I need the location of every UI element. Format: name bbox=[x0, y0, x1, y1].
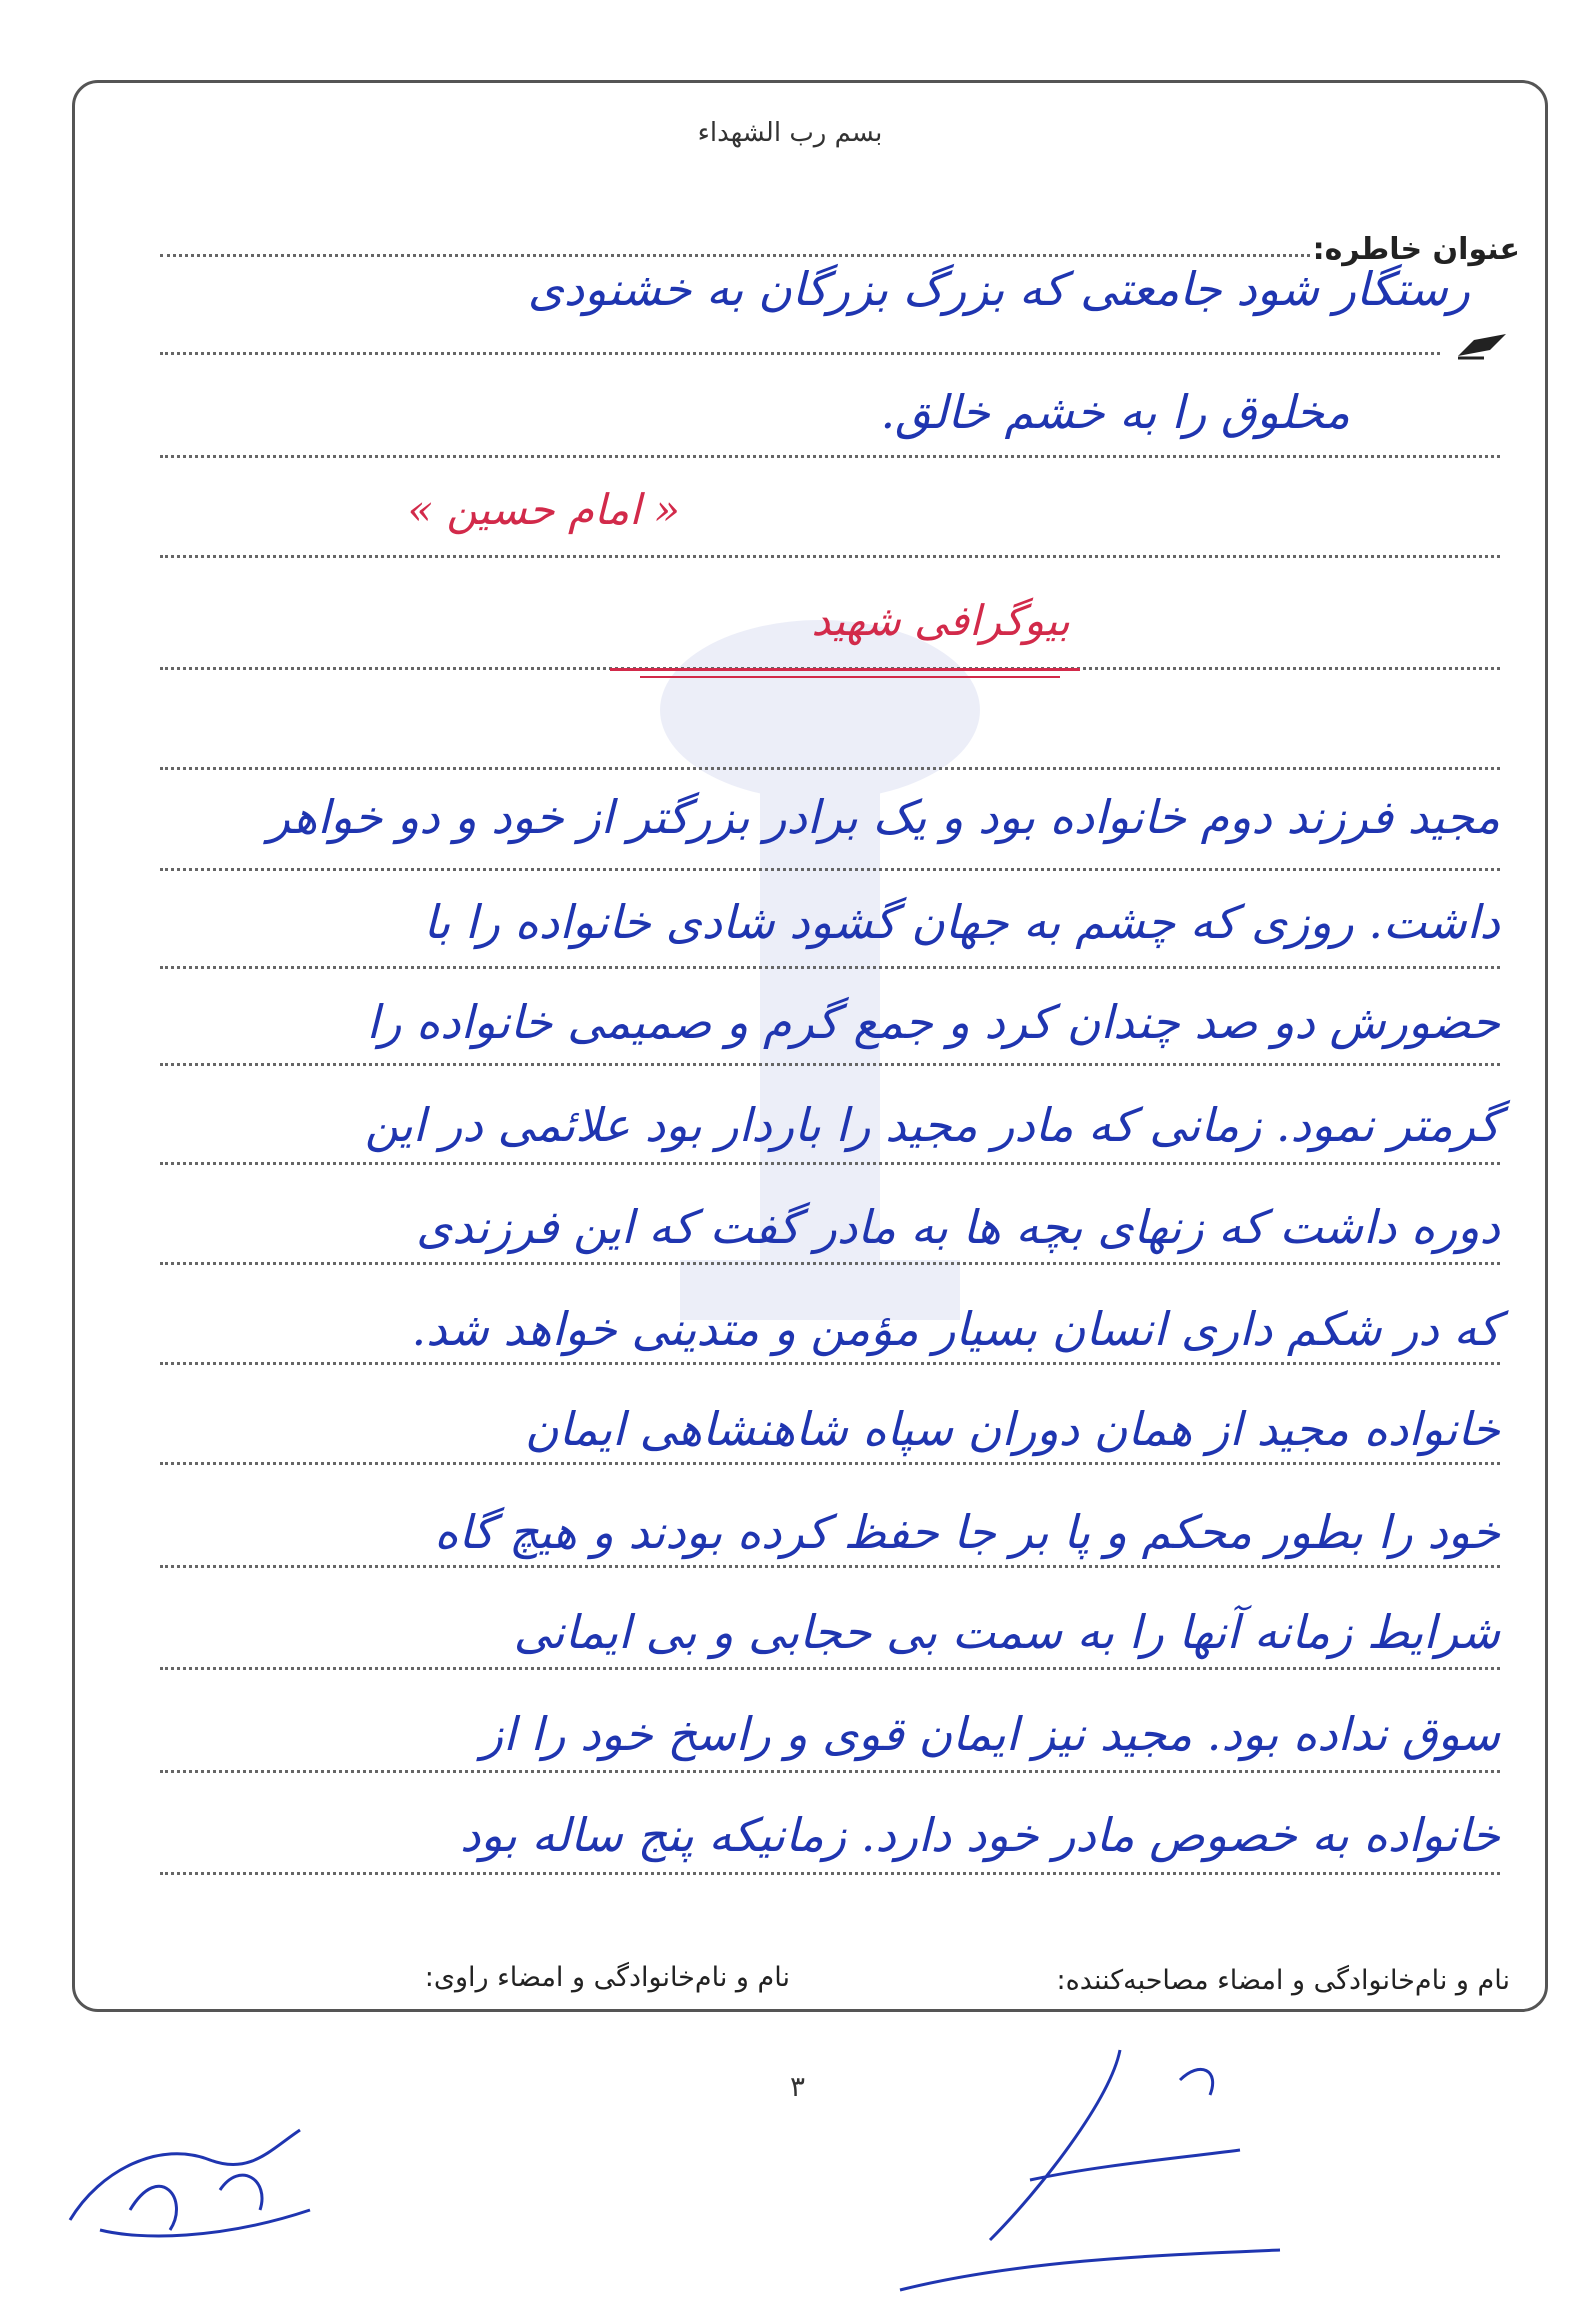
handwritten-body-line: خانواده مجید از همان دوران سپاه شاهنشاهی ایمان bbox=[524, 1402, 1500, 1456]
interviewer-signature-label: نام و نام‌خانوادگی و امضاء مصاحبه‌کننده: bbox=[1056, 1965, 1510, 1996]
ruled-line bbox=[160, 1872, 1500, 1875]
ruled-line bbox=[160, 1362, 1500, 1365]
ruled-line bbox=[160, 1063, 1500, 1066]
ruled-line bbox=[160, 1770, 1500, 1773]
ruled-line bbox=[160, 1462, 1500, 1465]
handwritten-title-line-2: مخلوق را به خشم خالق. bbox=[880, 385, 1350, 439]
heading-underline bbox=[640, 676, 1060, 678]
handwritten-attribution: « امام حسین » bbox=[407, 485, 680, 534]
ruled-line bbox=[160, 1565, 1500, 1568]
page-header: بسم رب الشهداء bbox=[697, 118, 883, 148]
interviewer-signature bbox=[880, 2040, 1300, 2300]
handwritten-body-line: گرمتر نمود. زمانی که مادر مجید را باردار بود علائمی در این bbox=[364, 1098, 1500, 1152]
handwritten-body-line: خود را بطور محکم و پا بر جا حفظ کرده بودند و هیچ گاه bbox=[434, 1505, 1500, 1559]
handwritten-section-heading: بیوگرافی شهید bbox=[811, 596, 1070, 645]
handwritten-body-line: داشت. روزی که چشم به جهان گشود شادی خانواده را با bbox=[423, 895, 1500, 949]
memory-title-label: عنوان خاطره: bbox=[1312, 232, 1520, 267]
narrator-signature bbox=[40, 2100, 340, 2250]
handwritten-body-line: مجید فرزند دوم خانواده بود و یک برادر بزرگتر از خود و دو خواهر bbox=[267, 790, 1500, 844]
handwritten-body-line: که در شکم داری انسان بسیار مؤمن و متدینی خواهد شد. bbox=[411, 1302, 1500, 1356]
handwritten-title-line-1: رستگار شود جامعتی که بزرگ بزرگان به خشنودی bbox=[527, 262, 1470, 316]
heading-underline bbox=[610, 668, 1080, 671]
handwritten-body-line: حضورش دو صد چندان کرد و جمع گرم و صمیمی خانواده را bbox=[366, 995, 1500, 1049]
ruled-line bbox=[160, 1667, 1500, 1670]
ruled-line bbox=[160, 254, 1310, 257]
pen-icon bbox=[1456, 330, 1510, 360]
narrator-signature-label: نام و نام‌خانوادگی و امضاء راوی: bbox=[424, 1962, 790, 1993]
ruled-line bbox=[160, 455, 1500, 458]
ruled-line bbox=[160, 1162, 1500, 1165]
ruled-line bbox=[160, 555, 1500, 558]
page-number: ۳ bbox=[790, 2070, 806, 2103]
handwritten-body-line: شرایط زمانه آنها را به سمت بی حجابی و بی ایمانی bbox=[513, 1605, 1500, 1659]
ruled-line bbox=[160, 767, 1500, 770]
ruled-line bbox=[160, 352, 1440, 355]
ruled-line bbox=[160, 868, 1500, 871]
ruled-line bbox=[160, 1262, 1500, 1265]
ruled-line bbox=[160, 966, 1500, 969]
handwritten-body-line: خانواده به خصوص مادر خود دارد. زمانیکه پنج ساله بود bbox=[459, 1808, 1500, 1862]
handwritten-body-line: دوره داشت که زنهای بچه ها به مادر گفت که این فرزندی bbox=[416, 1200, 1500, 1254]
handwritten-body-line: سوق نداده بود. مجید نیز ایمان قوی و راسخ خود را از bbox=[480, 1707, 1500, 1761]
